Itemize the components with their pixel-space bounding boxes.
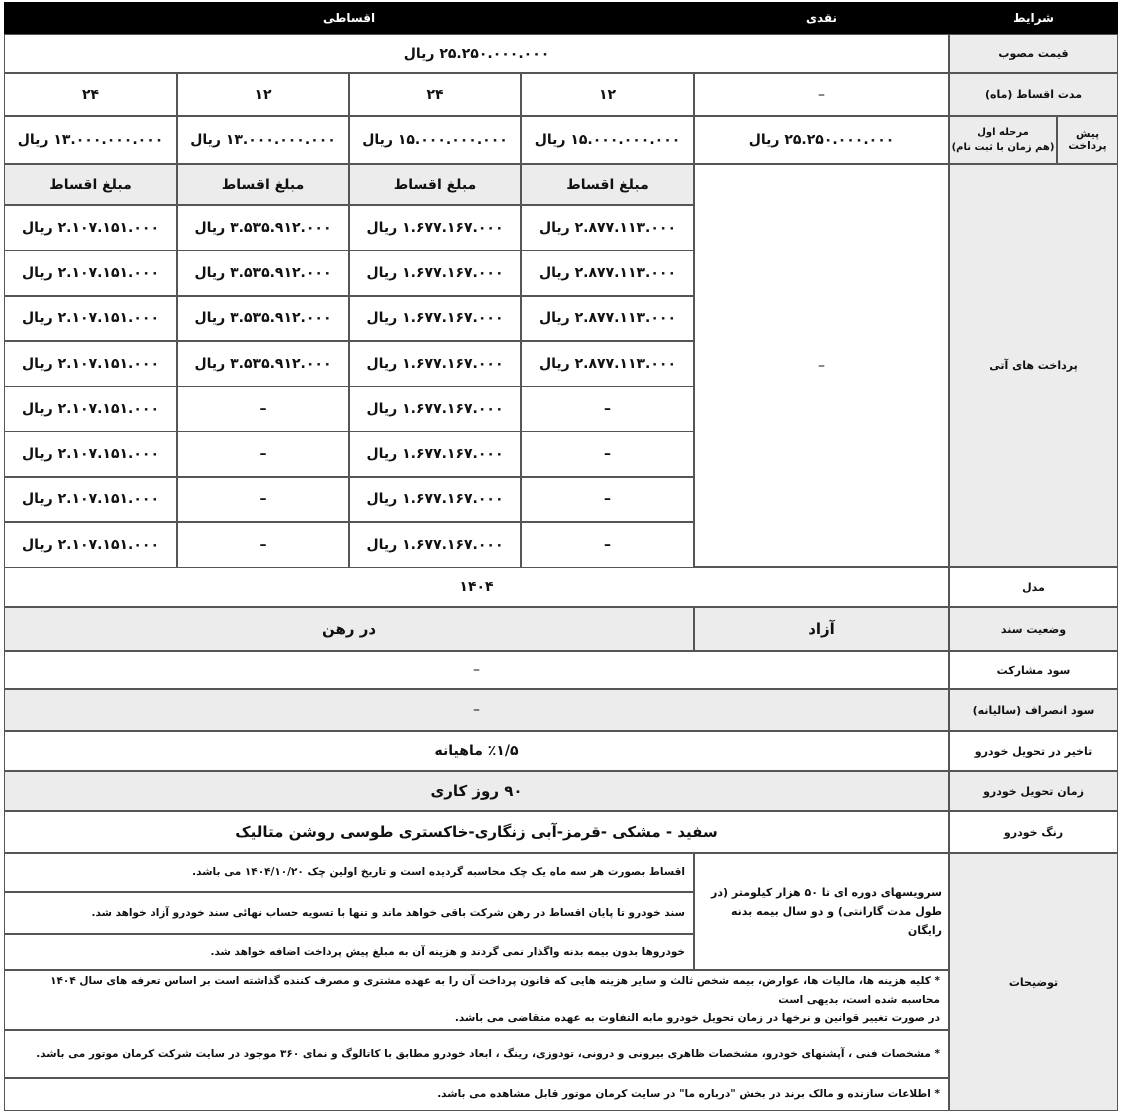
delivery-time-value: ۹۰ روز کاری bbox=[4, 771, 949, 811]
duration-cash: – bbox=[694, 73, 949, 116]
future-payment-cell: ۳.۵۳۵.۹۱۲.۰۰۰ ریال bbox=[177, 341, 349, 387]
notes-line4-part2: در صورت تغییر قوانین و نرخها در زمان تحویل خودرو مابه التفاوت به عهده متقاضی می باشد. bbox=[454, 1012, 940, 1025]
future-payment-cell: – bbox=[521, 477, 694, 523]
notes-line5: * مشخصات فنی ، آپشنهای خودرو، مشخصات ظاهری بیرونی و درونی، تودوزی، رینگ ، ابعاد خودرو مطابق با کاتالوگ و نمای ۳۶۰ موجود در سایت شرکت کرمان موتور می باشد. bbox=[4, 1030, 949, 1078]
cancellation-label: سود انصراف (سالیانه) bbox=[949, 689, 1118, 731]
header-installment: اقساطی bbox=[4, 2, 694, 34]
future-payment-cell: ۳.۵۳۵.۹۱۲.۰۰۰ ریال bbox=[177, 296, 349, 342]
prepay-cash: ۲۵.۲۵۰.۰۰۰.۰۰۰ ریال bbox=[694, 116, 949, 164]
future-label: پرداخت های آتی bbox=[949, 164, 1118, 567]
future-payment-cell: ۲.۱۰۷.۱۵۱.۰۰۰ ریال bbox=[4, 386, 177, 432]
future-payment-cell: – bbox=[177, 522, 349, 568]
prepay-col4: ۱۳.۰۰۰.۰۰۰.۰۰۰ ریال bbox=[4, 116, 177, 164]
future-payment-cell: – bbox=[177, 477, 349, 523]
duration-label: مدت اقساط (ماه) bbox=[949, 73, 1118, 116]
future-payment-cell: ۲.۱۰۷.۱۵۱.۰۰۰ ریال bbox=[4, 431, 177, 477]
future-payment-cell: ۱.۶۷۷.۱۶۷.۰۰۰ ریال bbox=[349, 296, 521, 342]
future-payment-cell: – bbox=[177, 386, 349, 432]
delay-label: تاخیر در تحویل خودرو bbox=[949, 731, 1118, 771]
car-color-value: سفید - مشکی -قرمز-آبی زنگاری-خاکستری طوسی روشن متالیک bbox=[4, 811, 949, 853]
future-header-col1: مبلغ اقساط bbox=[521, 164, 694, 205]
future-payment-cell: – bbox=[521, 386, 694, 432]
future-payment-cell: ۱.۶۷۷.۱۶۷.۰۰۰ ریال bbox=[349, 250, 521, 296]
participation-value: – bbox=[4, 651, 949, 689]
delay-value: ٪۱/۵ ماهیانه bbox=[4, 731, 949, 771]
prepay-col1: ۱۵.۰۰۰.۰۰۰.۰۰۰ ریال bbox=[521, 116, 694, 164]
approved-price-label: قیمت مصوب bbox=[949, 34, 1118, 73]
future-payment-cell: ۱.۶۷۷.۱۶۷.۰۰۰ ریال bbox=[349, 386, 521, 432]
notes-line2: سند خودرو تا پایان اقساط در رهن شرکت باقی خواهد ماند و تنها با تسویه حساب نهائی سند خودرو آزاد خواهد شد. bbox=[4, 892, 694, 934]
prepay-col3: ۱۳.۰۰۰.۰۰۰.۰۰۰ ریال bbox=[177, 116, 349, 164]
model-value: ۱۴۰۴ bbox=[4, 567, 949, 607]
future-payment-cell: ۱.۶۷۷.۱۶۷.۰۰۰ ریال bbox=[349, 431, 521, 477]
future-payment-cell: ۲.۱۰۷.۱۵۱.۰۰۰ ریال bbox=[4, 477, 177, 523]
notes-line3: خودروها بدون بیمه بدنه واگذار نمی گردند و هزینه آن به مبلغ پیش پرداخت اضافه خواهد شد. bbox=[4, 934, 694, 970]
future-payment-cell: ۱.۶۷۷.۱۶۷.۰۰۰ ریال bbox=[349, 522, 521, 568]
future-payment-cell: ۲.۱۰۷.۱۵۱.۰۰۰ ریال bbox=[4, 341, 177, 387]
future-payment-cell: ۲.۸۷۷.۱۱۳.۰۰۰ ریال bbox=[521, 205, 694, 251]
duration-col4: ۲۴ bbox=[4, 73, 177, 116]
prepay-stage-sub: (هم زمان با ثبت نام) bbox=[951, 142, 1055, 153]
prepay-stage-title: مرحله اول bbox=[977, 127, 1029, 138]
future-payment-cell: – bbox=[177, 431, 349, 477]
future-payment-cell: ۲.۸۷۷.۱۱۳.۰۰۰ ریال bbox=[521, 296, 694, 342]
duration-col2: ۲۴ bbox=[349, 73, 521, 116]
future-payment-cell: ۱.۶۷۷.۱۶۷.۰۰۰ ریال bbox=[349, 205, 521, 251]
model-label: مدل bbox=[949, 567, 1118, 607]
prepay-label: پیش پرداخت bbox=[1057, 116, 1118, 164]
future-payment-cell: ۱.۶۷۷.۱۶۷.۰۰۰ ریال bbox=[349, 477, 521, 523]
future-payment-cell: ۳.۵۳۵.۹۱۲.۰۰۰ ریال bbox=[177, 250, 349, 296]
cancellation-value: – bbox=[4, 689, 949, 731]
prepay-stage-label bbox=[949, 116, 1057, 164]
participation-label: سود مشارکت bbox=[949, 651, 1118, 689]
notes-label: توضیحات bbox=[949, 853, 1118, 1111]
doc-status-installment: در رهن bbox=[4, 607, 694, 651]
future-payment-cell: ۲.۱۰۷.۱۵۱.۰۰۰ ریال bbox=[4, 522, 177, 568]
notes-line4-part1: * کلیه هزینه ها، مالیات ها، عوارض، بیمه شخص ثالث و سایر هزینه هایی که قانون پرداخت آن را به عهده مشتری و مصرف کننده گذاشته است بر اساس تعرفه های سال ۱۴۰۴ محاسبه شده است، بدیهی است bbox=[50, 975, 940, 1006]
future-payment-cell: ۲.۱۰۷.۱۵۱.۰۰۰ ریال bbox=[4, 296, 177, 342]
prepay-col2: ۱۵.۰۰۰.۰۰۰.۰۰۰ ریال bbox=[349, 116, 521, 164]
future-header-col3: مبلغ اقساط bbox=[177, 164, 349, 205]
future-payment-cell: ۲.۸۷۷.۱۱۳.۰۰۰ ریال bbox=[521, 250, 694, 296]
header-cash: نقدی bbox=[694, 2, 949, 34]
doc-status-label: وضعیت سند bbox=[949, 607, 1118, 651]
delivery-time-label: زمان تحویل خودرو bbox=[949, 771, 1118, 811]
future-payment-cell: ۲.۸۷۷.۱۱۳.۰۰۰ ریال bbox=[521, 341, 694, 387]
future-payment-cell: ۳.۵۳۵.۹۱۲.۰۰۰ ریال bbox=[177, 205, 349, 251]
doc-status-cash: آزاد bbox=[694, 607, 949, 651]
future-header-col4: مبلغ اقساط bbox=[4, 164, 177, 205]
car-color-label: رنگ خودرو bbox=[949, 811, 1118, 853]
future-payment-cell: ۱.۶۷۷.۱۶۷.۰۰۰ ریال bbox=[349, 341, 521, 387]
future-payment-cell: – bbox=[521, 522, 694, 568]
notes-line4 bbox=[4, 970, 949, 1030]
duration-col3: ۱۲ bbox=[177, 73, 349, 116]
header-conditions: شرایط bbox=[949, 2, 1118, 34]
notes-line6: * اطلاعات سازنده و مالک برند در بخش "درباره ما" در سایت کرمان موتور قابل مشاهده می باشد. bbox=[4, 1078, 949, 1111]
future-payment-cell: ۲.۱۰۷.۱۵۱.۰۰۰ ریال bbox=[4, 205, 177, 251]
notes-line1: اقساط بصورت هر سه ماه یک چک محاسبه گردیده است و تاریخ اولین چک ۱۴۰۴/۱۰/۲۰ می باشد. bbox=[4, 853, 694, 892]
future-cash: – bbox=[694, 164, 949, 567]
future-header-col2: مبلغ اقساط bbox=[349, 164, 521, 205]
notes-service: سرویسهای دوره ای تا ۵۰ هزار کیلومتر (در طول مدت گارانتی) و دو سال بیمه بدنه رایگان bbox=[694, 853, 949, 970]
future-payment-cell: – bbox=[521, 431, 694, 477]
future-payment-cell: ۲.۱۰۷.۱۵۱.۰۰۰ ریال bbox=[4, 250, 177, 296]
duration-col1: ۱۲ bbox=[521, 73, 694, 116]
approved-price-value: ۲۵.۲۵۰.۰۰۰.۰۰۰ ریال bbox=[4, 34, 949, 73]
